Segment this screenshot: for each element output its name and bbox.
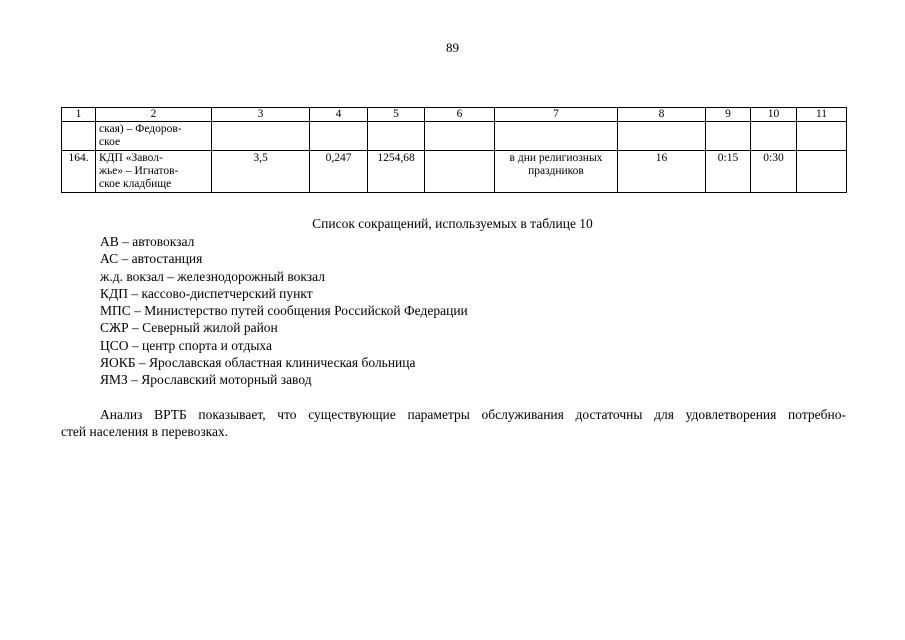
header-cell: 5 — [368, 108, 425, 122]
route-line: жье» – Игнатов- — [99, 165, 179, 177]
route-table — [61, 107, 847, 193]
abbreviation-item: АВ – автовокзал — [100, 234, 195, 249]
header-cell: 3 — [212, 108, 310, 122]
row-number: 164. — [62, 151, 96, 193]
cell — [618, 122, 706, 151]
analysis-paragraph — [61, 406, 846, 440]
header-cell: 1 — [62, 108, 96, 122]
cell: 3,5 — [212, 151, 310, 193]
cell — [425, 151, 495, 193]
abbreviations-title: Список сокращений, используемых в таблице 10 — [312, 216, 593, 231]
cell — [425, 122, 495, 151]
header-cell: 8 — [618, 108, 706, 122]
abbreviation-item: СЖР – Северный жилой район — [100, 320, 278, 336]
cell — [212, 122, 310, 151]
abbreviations-list — [100, 233, 468, 389]
header-cell: 9 — [706, 108, 751, 122]
table-row — [62, 122, 847, 151]
table-row — [62, 151, 847, 193]
route-cell — [96, 122, 212, 151]
cell — [751, 122, 797, 151]
abbreviation-item: ЯОКБ – Ярославская областная клиническая больница — [100, 355, 416, 371]
cell: 0:30 — [751, 151, 797, 193]
cell — [706, 122, 751, 151]
cell: 0:15 — [706, 151, 751, 193]
header-cell: 2 — [96, 108, 212, 122]
cell — [797, 122, 847, 151]
page-number: 89 — [446, 40, 459, 55]
cell: 0,247 — [310, 151, 368, 193]
cell — [495, 122, 618, 151]
abbreviation-item: АС – автостанция — [100, 251, 203, 267]
route-line: ская) – Федоров- — [99, 123, 182, 135]
cell: 16 — [618, 151, 706, 193]
row-number — [62, 122, 96, 151]
cell — [310, 122, 368, 151]
header-cell: 6 — [425, 108, 495, 122]
paragraph-line: Анализ ВРТБ показывает, что существующие параметры обслуживания достаточны для удовлетворения потребно- — [100, 407, 846, 422]
table-header-row — [62, 108, 847, 122]
abbreviation-item: ж.д. вокзал – железнодорожный вокзал — [100, 268, 325, 284]
cell — [495, 151, 618, 193]
abbreviation-item: ЦСО – центр спорта и отдыха — [100, 337, 272, 353]
cell-line: праздников — [528, 165, 584, 177]
header-cell: 10 — [751, 108, 797, 122]
paragraph-line: стей населения в перевозках. — [61, 424, 229, 439]
header-cell: 11 — [797, 108, 847, 122]
route-line: ское кладбище — [99, 178, 172, 190]
abbreviation-item: КДП – кассово-диспетчерский пункт — [100, 285, 313, 301]
header-cell: 4 — [310, 108, 368, 122]
abbreviation-item: МПС – Министерство путей сообщения Российской Федерации — [100, 303, 468, 319]
route-line: КДП «Завол- — [99, 152, 163, 164]
cell-line: в дни религиозных — [509, 152, 603, 164]
header-cell: 7 — [495, 108, 618, 122]
route-cell — [96, 151, 212, 193]
abbreviation-item: ЯМЗ – Ярославский моторный завод — [100, 372, 312, 388]
cell — [368, 122, 425, 151]
cell — [797, 151, 847, 193]
cell: 1254,68 — [368, 151, 425, 193]
route-line: ское — [99, 136, 121, 148]
